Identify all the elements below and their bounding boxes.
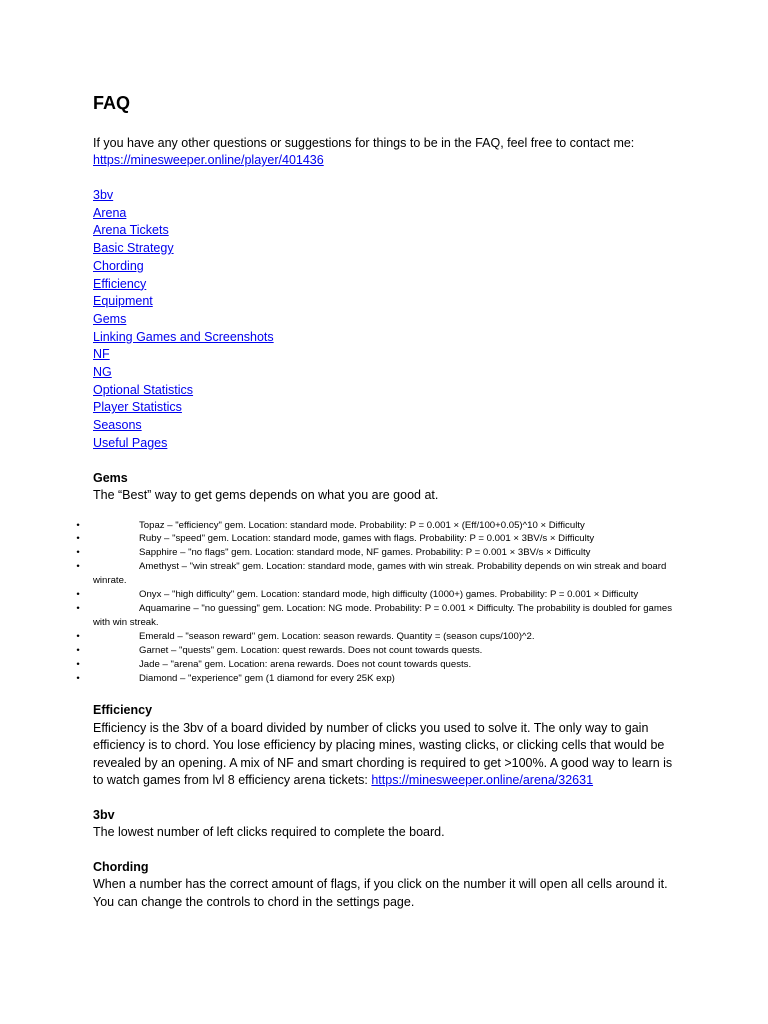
- bullet-icon: •: [76, 547, 80, 559]
- gem-jade: Jade – "arena" gem. Location: arena rewards. Does not count towards quests.: [139, 658, 472, 670]
- contact-link[interactable]: https://minesweeper.online/player/401436: [93, 153, 324, 167]
- 3bv-section: [93, 807, 683, 842]
- bullet-icon: •: [76, 630, 80, 642]
- table-of-contents: [93, 187, 683, 453]
- page-title: FAQ: [93, 93, 131, 113]
- toc-link-efficiency[interactable]: Efficiency: [93, 276, 147, 291]
- toc-link-basic-strategy[interactable]: Basic Strategy: [93, 241, 174, 256]
- toc-link-arena-tickets[interactable]: Arena Tickets: [93, 223, 169, 238]
- toc-link-3bv[interactable]: 3bv: [93, 188, 114, 202]
- gem-sapphire: Sapphire – "no flags" gem. Location: standard mode, NF games. Probability: P = 0.001 × 3BV/s × Difficulty: [139, 547, 591, 559]
- 3bv-text: The lowest number of left clicks required to complete the board.: [93, 825, 445, 840]
- toc-link-optional-statistics[interactable]: Optional Statistics: [93, 382, 194, 397]
- gem-ruby: Ruby – "speed" gem. Location: standard mode, games with flags. Probability: P = 0.001 × 3BV/s × Difficulty: [139, 533, 595, 545]
- list-item: [63, 546, 683, 560]
- chording-text: When a number has the correct amount of flags, if you click on the number it will open all cells around it. You can change the controls to chord in the settings page.: [93, 877, 668, 909]
- bullet-icon: •: [76, 644, 80, 656]
- toc-link-equipment[interactable]: Equipment: [93, 294, 153, 309]
- gem-topaz: Topaz – "efficiency" gem. Location: standard mode. Probability: P = 0.001 × (Eff/100+0.05)^10 × Difficulty: [139, 519, 585, 531]
- list-item: [63, 560, 683, 588]
- list-item: [63, 532, 683, 546]
- gem-amethyst: Amethyst – "win streak" gem. Location: standard mode, games with win streak. Probability depends on win streak and board winrate.: [93, 561, 667, 587]
- toc-link-arena[interactable]: Arena: [93, 205, 127, 220]
- gems-heading: Gems: [93, 470, 128, 485]
- chording-section: [93, 859, 683, 912]
- efficiency-paragraph: [93, 720, 683, 790]
- bullet-icon: •: [76, 658, 80, 670]
- toc-link-ng[interactable]: NG: [93, 365, 112, 380]
- list-item: [63, 672, 683, 686]
- gems-section: [76, 470, 683, 686]
- toc-link-gems[interactable]: Gems: [93, 311, 127, 326]
- efficiency-text: Efficiency is the 3bv of a board divided by number of clicks you used to solve it. The only way to gain efficiency is to chord. You lose efficiency by placing mines, wasting clicks, or clicking cells that would be revealed by an opening. A mix of NF and smart chording is required to get >100%. A good way to learn is to watch games from lvl 8 efficiency arena tickets:: [93, 720, 673, 788]
- document-page: [76, 92, 683, 911]
- intro-paragraph: [93, 135, 683, 169]
- gems-intro: The “Best” way to get gems depends on what you are good at.: [93, 488, 439, 503]
- list-item: [63, 588, 683, 602]
- bullet-icon: •: [76, 589, 80, 601]
- bullet-icon: •: [76, 519, 80, 531]
- bullet-icon: •: [76, 561, 80, 573]
- gem-onyx: Onyx – "high difficulty" gem. Location: standard mode, high difficulty (1000+) games. Probability: P = 0.001 × Difficulty: [139, 589, 639, 601]
- efficiency-section: [93, 702, 683, 790]
- bullet-icon: •: [76, 602, 80, 614]
- bullet-icon: •: [76, 533, 80, 545]
- chording-heading: Chording: [93, 859, 149, 874]
- list-item: [63, 630, 683, 644]
- toc-link-seasons[interactable]: Seasons: [93, 418, 142, 433]
- 3bv-heading: 3bv: [93, 807, 115, 822]
- toc-link-chording[interactable]: Chording: [93, 258, 144, 273]
- gem-list: [63, 519, 683, 686]
- gem-aquamarine: Aquamarine – "no guessing" gem. Location: NG mode. Probability: P = 0.001 × Difficulty. The probability is doubled for games with win streak.: [93, 602, 672, 628]
- gem-garnet: Garnet – "quests" gem. Location: quest rewards. Does not count towards quests.: [139, 644, 483, 656]
- toc-link-useful-pages[interactable]: Useful Pages: [93, 435, 168, 450]
- list-item: [63, 602, 683, 630]
- gem-diamond: Diamond – "experience" gem (1 diamond for every 25K exp): [139, 672, 395, 684]
- arena-link[interactable]: https://minesweeper.online/arena/32631: [371, 773, 594, 788]
- toc-link-nf[interactable]: NF: [93, 347, 110, 362]
- gem-emerald: Emerald – "season reward" gem. Location: season rewards. Quantity = (season cups/100)^2.: [139, 630, 535, 642]
- list-item: [63, 658, 683, 672]
- toc-link-player-statistics[interactable]: Player Statistics: [93, 400, 182, 415]
- toc-link-linking-games[interactable]: Linking Games and Screenshots: [93, 329, 274, 344]
- list-item: [63, 644, 683, 658]
- efficiency-heading: Efficiency: [93, 703, 153, 718]
- bullet-icon: •: [76, 672, 80, 684]
- list-item: [63, 519, 683, 533]
- intro-text: If you have any other questions or suggestions for things to be in the FAQ, feel free to contact me:: [93, 136, 635, 150]
